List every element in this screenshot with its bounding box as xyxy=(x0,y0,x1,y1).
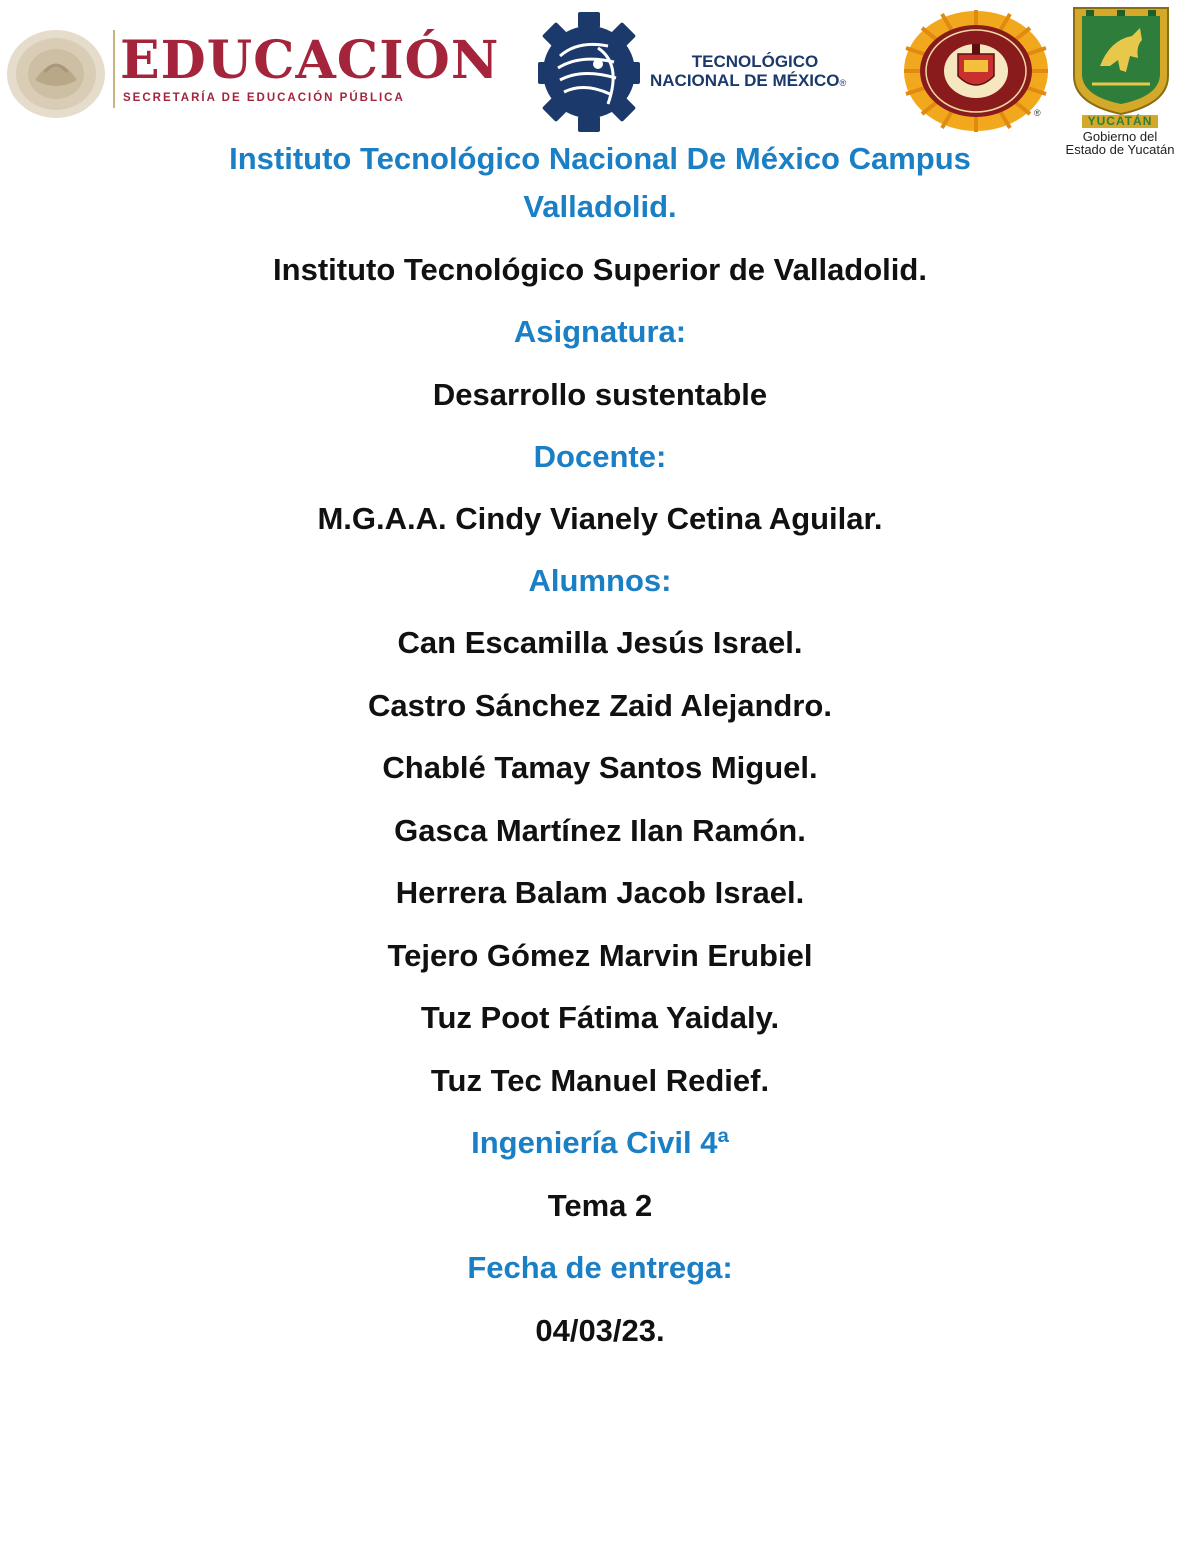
sep-title: EDUCACIÓN xyxy=(120,30,500,91)
yucatan-banner: YUCATÁN xyxy=(1082,115,1159,128)
itsva-seal-logo xyxy=(902,10,1050,132)
sep-seal-logo xyxy=(5,28,107,120)
yucatan-caption-line-2: Estado de Yucatán xyxy=(1065,142,1175,157)
tecnm-wordmark xyxy=(650,52,860,93)
school-name: Instituto Tecnológico Superior de Valladolid. xyxy=(273,252,927,287)
logo-bar xyxy=(0,0,1200,157)
tecnm-line-1: TECNOLÓGICO xyxy=(691,52,819,71)
student-name: Tuz Poot Fátima Yaidaly. xyxy=(420,1000,780,1035)
student-name: Castro Sánchez Zaid Alejandro. xyxy=(368,688,832,723)
yucatan-caption-line-1: Gobierno del xyxy=(1082,129,1158,144)
itsva-registered-mark: ® xyxy=(1034,108,1041,118)
tecnm-gear-logo xyxy=(538,12,640,132)
sep-subtitle: SECRETARÍA DE EDUCACIÓN PÚBLICA xyxy=(123,92,405,104)
due-date: 04/03/23. xyxy=(535,1313,665,1348)
yucatan-shield-logo xyxy=(1070,6,1172,116)
teacher-name: M.G.A.A. Cindy Vianely Cetina Aguilar. xyxy=(317,501,883,536)
student-name: Tuz Tec Manuel Redief. xyxy=(430,1063,770,1098)
subject-name: Desarrollo sustentable xyxy=(432,377,768,412)
due-date-label: Fecha de entrega: xyxy=(467,1250,733,1285)
students-label: Alumnos: xyxy=(528,563,672,598)
student-name: Herrera Balam Jacob Israel. xyxy=(395,875,805,910)
sep-divider xyxy=(113,30,115,108)
institution-title-line-2: Valladolid. xyxy=(523,189,677,224)
career-label: Ingeniería Civil 4ª xyxy=(471,1125,729,1160)
tecnm-line-2 xyxy=(650,71,860,93)
student-name: Can Escamilla Jesús Israel. xyxy=(397,625,803,660)
student-name: Gasca Martínez Ilan Ramón. xyxy=(394,813,806,848)
subject-label: Asignatura: xyxy=(513,314,687,349)
tecnm-registered-mark: ® xyxy=(839,78,847,88)
tecnm-line-2-text: NACIONAL DE MÉXICO xyxy=(650,71,840,90)
topic: Tema 2 xyxy=(547,1188,653,1223)
student-name: Tejero Gómez Marvin Erubiel xyxy=(387,938,813,973)
student-name: Chablé Tamay Santos Miguel. xyxy=(382,750,818,785)
institution-title-line-1: Instituto Tecnológico Nacional De México Campus xyxy=(229,141,971,176)
teacher-label: Docente: xyxy=(533,439,667,474)
